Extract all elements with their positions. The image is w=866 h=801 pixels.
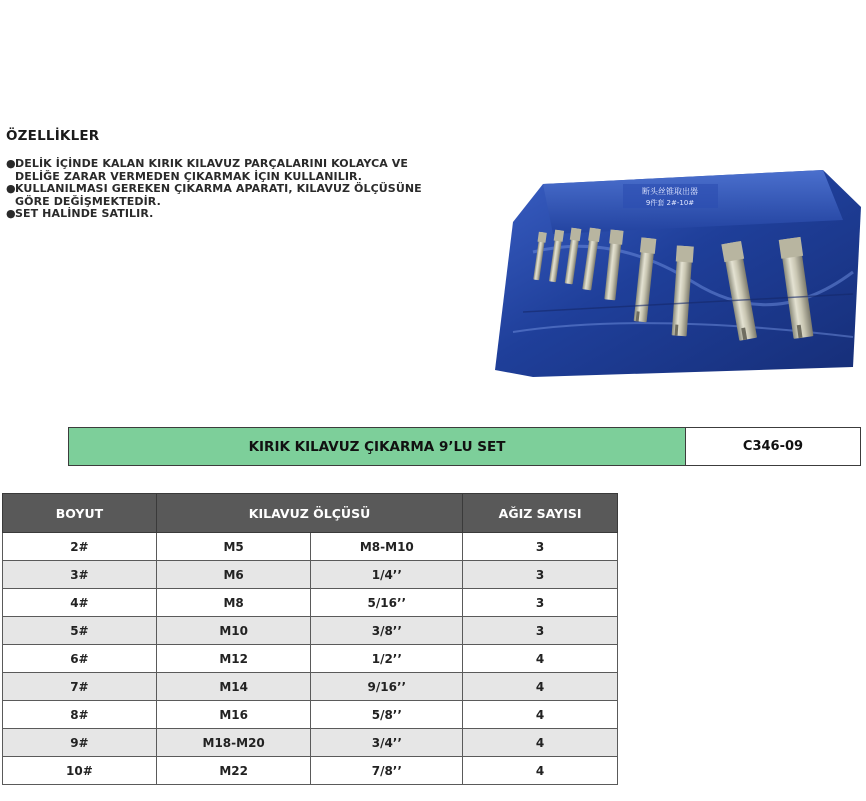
cell-metric: M16 <box>156 701 311 729</box>
cell-size: 6# <box>3 645 157 673</box>
cell-other: 5/8’’ <box>311 701 463 729</box>
cell-other: 3/8’’ <box>311 617 463 645</box>
product-code: C346-09 <box>686 428 860 465</box>
cell-other: 1/2’’ <box>311 645 463 673</box>
cell-flutes: 3 <box>463 589 618 617</box>
cell-other: 5/16’’ <box>311 589 463 617</box>
cell-other: 9/16’’ <box>311 673 463 701</box>
cell-metric: M12 <box>156 645 311 673</box>
pouch-label-line1: 断头丝锥取出器 <box>642 187 698 196</box>
feature-text: SET HALİNDE SATILIR. <box>15 207 154 221</box>
cell-flutes: 3 <box>463 561 618 589</box>
table-header-row <box>3 494 618 533</box>
cell-size: 7# <box>3 673 157 701</box>
table-row <box>3 533 618 561</box>
bullet-icon: ● <box>6 207 16 221</box>
bullet-icon: ● <box>6 157 16 170</box>
cell-metric: M10 <box>156 617 311 645</box>
cell-flutes: 4 <box>463 757 618 785</box>
cell-other: 1/4’’ <box>311 561 463 589</box>
cell-metric: M8 <box>156 589 311 617</box>
table-row <box>3 645 618 673</box>
feature-text: KULLANILMASI GEREKEN ÇIKARMA APARATI, KILAVUZ ÖLÇÜSÜNE GÖRE DEĞİŞMEKTEDİR. <box>15 182 422 208</box>
cell-size: 9# <box>3 729 157 757</box>
cell-flutes: 4 <box>463 701 618 729</box>
feature-item <box>6 158 446 183</box>
cell-size: 4# <box>3 589 157 617</box>
cell-metric: M22 <box>156 757 311 785</box>
cell-metric: M14 <box>156 673 311 701</box>
product-banner <box>68 427 861 466</box>
features-list <box>6 158 446 221</box>
table-row <box>3 701 618 729</box>
feature-text: DELİK İÇİNDE KALAN KIRIK KILAVUZ PARÇALARINI KOLAYCA VE DELİĞE ZARAR VERMEDEN ÇIKARMAK İÇIN KULLANILIR. <box>15 157 409 183</box>
header-size: BOYUT <box>3 494 157 533</box>
product-name: KIRIK KILAVUZ ÇIKARMA 9’LU SET <box>69 428 686 465</box>
features-title: ÖZELLİKLER <box>6 128 100 144</box>
cell-metric: M5 <box>156 533 311 561</box>
cell-flutes: 3 <box>463 533 618 561</box>
cell-size: 3# <box>3 561 157 589</box>
product-photo <box>493 162 865 380</box>
table-row <box>3 617 618 645</box>
cell-flutes: 4 <box>463 673 618 701</box>
table-row <box>3 673 618 701</box>
cell-other: 7/8’’ <box>311 757 463 785</box>
cell-flutes: 4 <box>463 729 618 757</box>
header-tap-size: KILAVUZ ÖLÇÜSÜ <box>156 494 462 533</box>
cell-flutes: 4 <box>463 645 618 673</box>
cell-metric: M18-M20 <box>156 729 311 757</box>
feature-item <box>6 208 446 221</box>
table-row <box>3 729 618 757</box>
cell-flutes: 3 <box>463 617 618 645</box>
bullet-icon: ● <box>6 182 16 196</box>
feature-item <box>6 183 446 208</box>
features-section <box>6 128 446 221</box>
cell-size: 2# <box>3 533 157 561</box>
cell-other: M8-M10 <box>311 533 463 561</box>
cell-size: 8# <box>3 701 157 729</box>
header-flutes: AĞIZ SAYISI <box>463 494 618 533</box>
cell-other: 3/4’’ <box>311 729 463 757</box>
table-row <box>3 589 618 617</box>
table-row <box>3 757 618 785</box>
cell-metric: M6 <box>156 561 311 589</box>
spec-table <box>2 493 618 785</box>
cell-size: 10# <box>3 757 157 785</box>
table-row <box>3 561 618 589</box>
pouch-label-line2: 9件套 2#-10# <box>645 199 695 207</box>
cell-size: 5# <box>3 617 157 645</box>
